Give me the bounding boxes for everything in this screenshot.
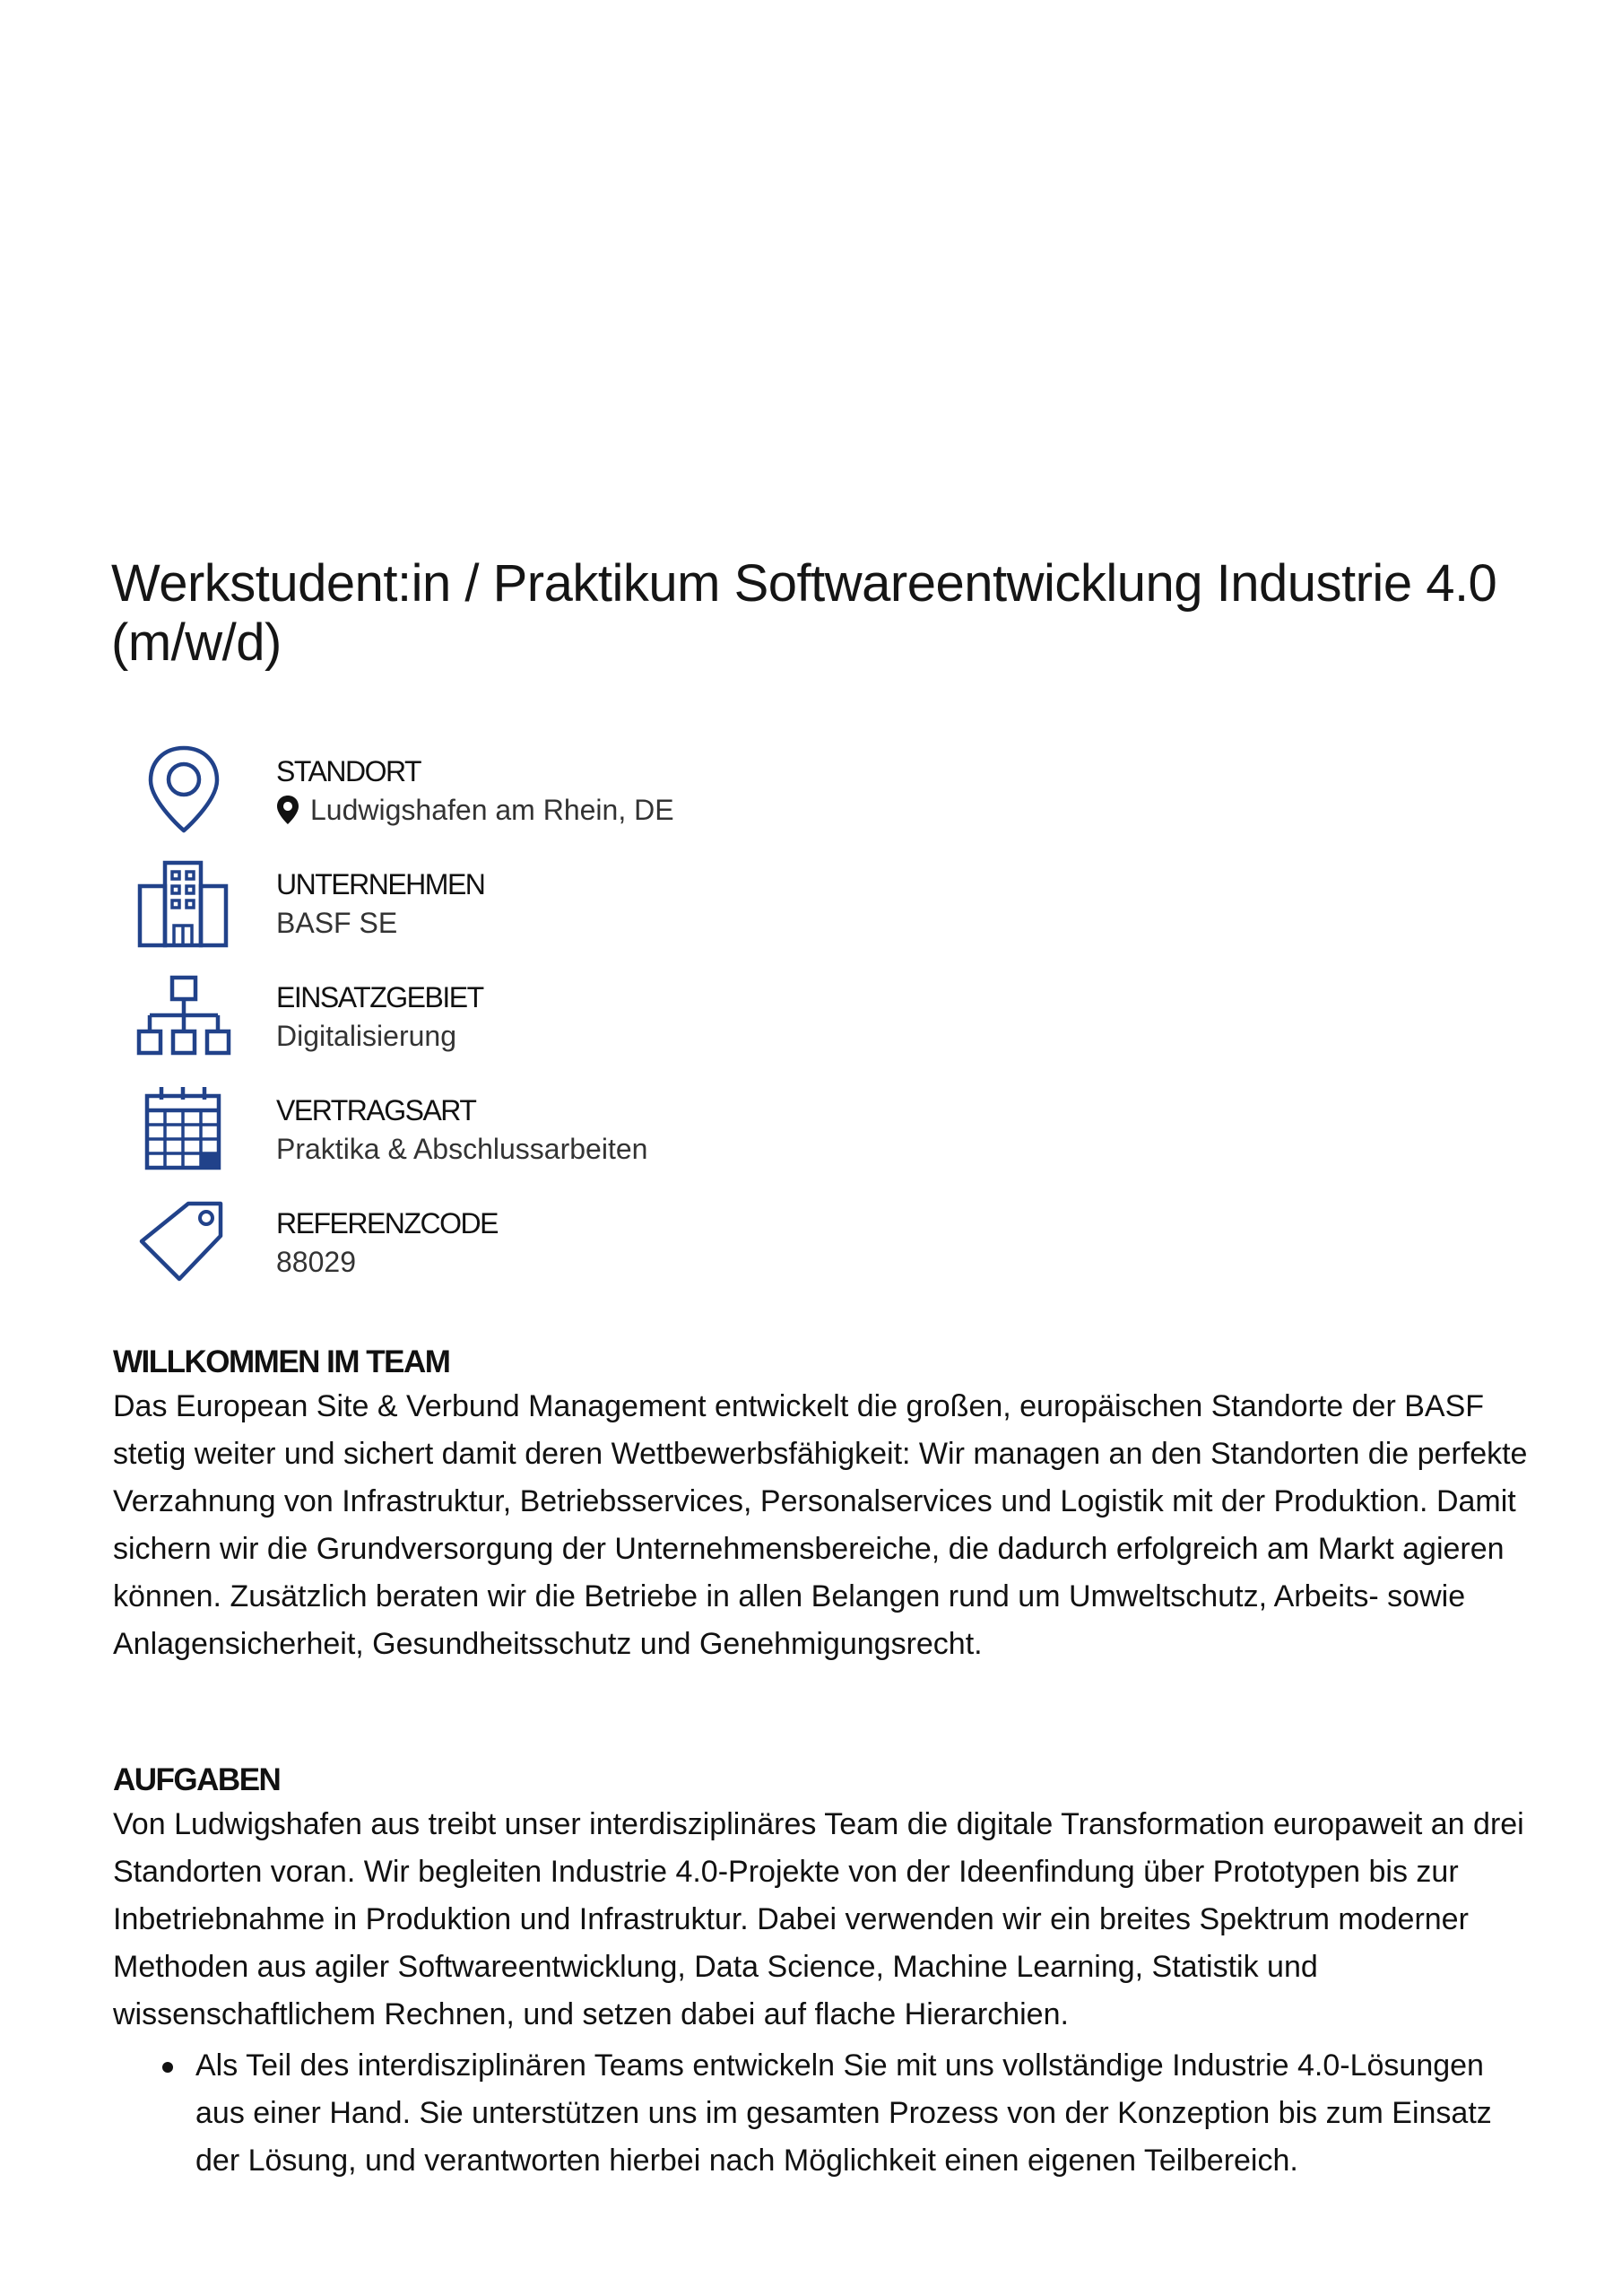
org-chart-icon <box>134 967 233 1065</box>
tasks-text: Von Ludwigshafen aus treibt unser interdisziplinäres Team die digitale Transformation europaweit an drei Standorten voran. Wir begleiten Industrie 4.0-Projekte von der Ideenfindung über Prototypen bis zur Inbetriebnahme in Produktion und Infrastruktur. Dabei verwenden wir ein breites Spektrum moderner Methoden aus agiler Softwareentwicklung, Data Science, Machine Learning, Statistik und wissenschaftlichem Rechnen, und setzen dabei auf flache Hierarchien. <box>113 1807 1524 2031</box>
detail-value-field: Digitalisierung <box>276 1020 456 1052</box>
welcome-section <box>113 1342 1530 1668</box>
job-title: Werkstudent:in / Praktikum Softwareentwicklung Industrie 4.0 (m/w/d) <box>111 554 1497 672</box>
detail-value-location <box>276 789 674 831</box>
detail-value-reference: 88029 <box>276 1246 356 1278</box>
welcome-text: Das European Site & Verbund Management entwickelt die großen, europäischen Standorte der BASF stetig weiter und sichert damit deren Wettbewerbsfähigkeit: Wir managen an den Standorten die perfekte Verzahnung von Infrastruktur, Betriebsservices, Personalservices und Logistik mit der Produktion. Damit sichern wir die Grundversorgung der Unternehmensbereiche, die dadurch erfolgreich am Markt agieren können. Zusätzlich beraten wir die Betriebe in allen Belangen rund um Umweltschutz, Arbeits- sowie Anlagensicherheit, Gesundheitsschutz und Genehmigungsrecht. <box>113 1389 1528 1661</box>
detail-reference <box>134 1193 1210 1292</box>
welcome-heading: WILLKOMMEN IM TEAM <box>113 1344 450 1379</box>
bullet-text: Als Teil des interdisziplinären Teams entwickeln Sie mit uns vollständige Industrie 4.0-Lösungen aus einer Hand. Sie unterstützen uns im gesamten Prozess von der Konzeption bis zum Einsatz der Lösung, und verantworten hierbei nach Möglichkeit einen eigenen Teilbereich. <box>195 2048 1492 2178</box>
detail-value-company: BASF SE <box>276 907 398 939</box>
detail-company <box>134 854 1210 952</box>
detail-label-reference: REFERENZCODE <box>276 1207 498 1239</box>
map-marker-icon <box>276 795 299 825</box>
tasks-bullet-list <box>113 2042 1530 2185</box>
detail-label-company: UNTERNEHMEN <box>276 868 485 900</box>
location-text: Ludwigshafen am Rhein, DE <box>310 794 674 826</box>
detail-field <box>134 967 1210 1065</box>
list-item <box>113 2042 1530 2185</box>
detail-label-field: EINSATZGEBIET <box>276 981 483 1013</box>
calendar-icon <box>134 1080 233 1178</box>
bullet-icon <box>162 2062 173 2073</box>
detail-location <box>134 741 1210 839</box>
location-pin-icon <box>134 741 233 839</box>
detail-label-location: STANDORT <box>276 755 421 787</box>
detail-value-contract: Praktika & Abschlussarbeiten <box>276 1133 648 1165</box>
tasks-section <box>113 1760 1530 2185</box>
detail-contract <box>134 1080 1210 1178</box>
building-icon <box>134 854 233 952</box>
tag-icon <box>134 1193 233 1292</box>
detail-label-contract: VERTRAGSART <box>276 1094 476 1126</box>
tasks-heading: AUFGABEN <box>113 1762 281 1797</box>
